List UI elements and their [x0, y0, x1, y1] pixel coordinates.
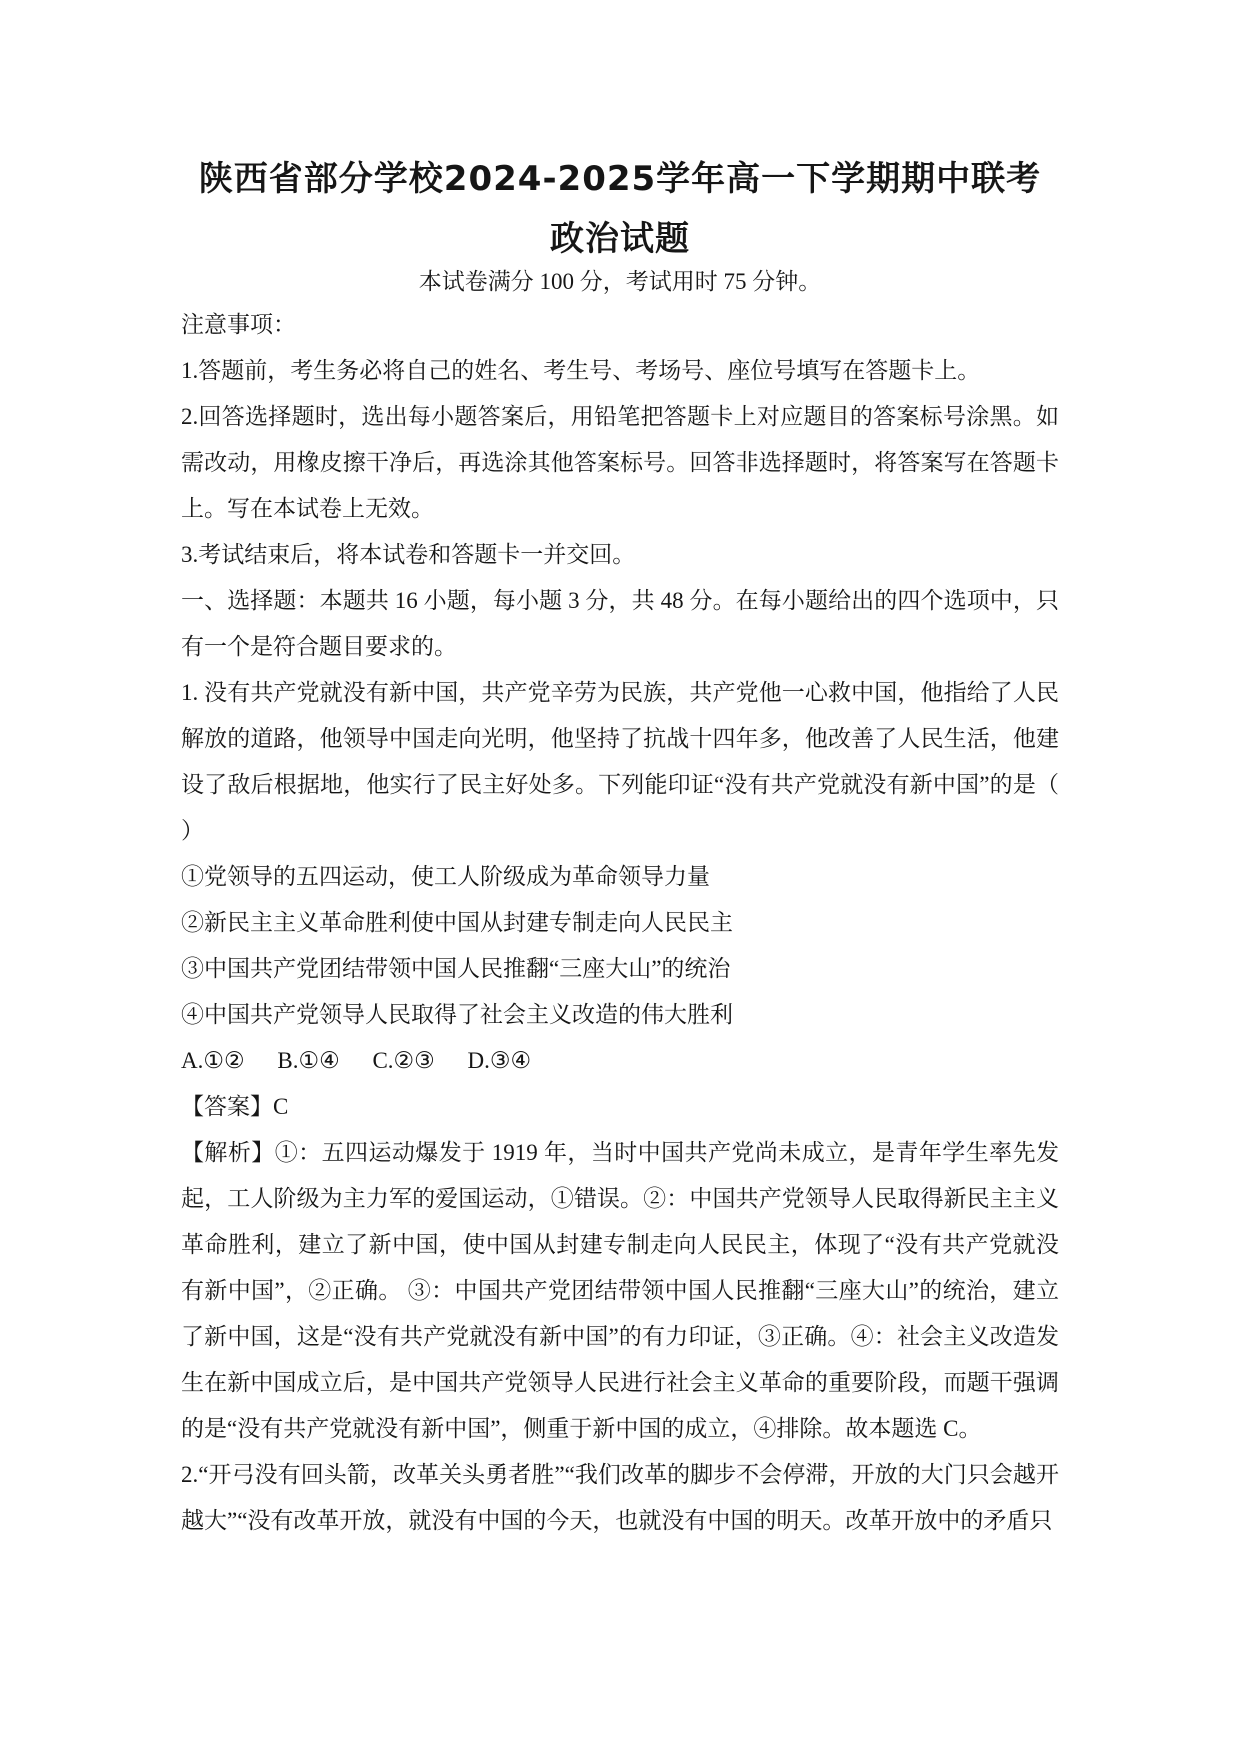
question-2 — [181, 1452, 1059, 1544]
question-1-stem: 1. 没有共产党就没有新中国，共产党辛劳为民族，共产党他一心救中国，他指给了人民解放的道路，他领导中国走向光明，他坚持了抗战十四年多，他改善了人民生活，他建设了敌后根据地，他实行了民主好处多。下列能印证“没有共产党就没有新中国”的是（ ） — [181, 680, 1105, 843]
notice-section — [181, 302, 1059, 578]
notice-heading: 注意事项： — [181, 312, 296, 337]
question-1-choice-row — [181, 1038, 1059, 1084]
question-1-statement-4: ④中国共产党领导人民取得了社会主义改造的伟大胜利 — [181, 1002, 733, 1027]
choice-d: D.③④ — [467, 1048, 532, 1073]
document-header — [181, 158, 1059, 302]
question-1-statement-3: ③中国共产党团结带领中国人民推翻“三座大山”的统治 — [181, 956, 731, 981]
document-title: 陕西省部分学校2024-2025学年高一下学期期中联考 — [198, 159, 1042, 199]
section-heading: 一、选择题：本题共 16 小题，每小题 3 分，共 48 分。在每小题给出的四个选项中，只有一个是符合题目要求的。 — [181, 588, 1059, 659]
notice-item-1: 1.答题前，考生务必将自己的姓名、考生号、考场号、座位号填写在答题卡上。 — [181, 358, 981, 383]
subject-title: 政治试题 — [550, 219, 690, 259]
choice-b: B.①④ — [277, 1048, 340, 1073]
question-1-statement-1: ①党领导的五四运动，使工人阶级成为革命领导力量 — [181, 864, 710, 889]
multiple-choice-section — [181, 578, 1105, 1544]
document-body — [181, 302, 1105, 1544]
notice-item-3: 3.考试结束后，将本试卷和答题卡一并交回。 — [181, 542, 636, 567]
question-1 — [181, 670, 1105, 1452]
question-1-analysis: 【解析】①：五四运动爆发于 1919 年，当时中国共产党尚未成立，是青年学生率先发起，工人阶级为主力军的爱国运动，①错误。②：中国共产党领导人民取得新民主主义革命胜利，建立了新中国，使中国从封建专制走向人民民主，体现了“没有共产党就没有新中国”，②正确。 ③：中国共产党团结带领中国人民推翻“三座大山”的统治，建立了新中国，这是“没有共产党就没有新中国”的有力印证，③正确。④：社会主义改造发生在新中国成立后，是中国共产党领导人民进行社会主义革命的重要阶段，而题干强调的是“没有共产党就没有新中国”，侧重于新中国的成立，④排除。故本题选 C。 — [181, 1140, 1059, 1441]
exam-info: 本试卷满分 100 分，考试用时 75 分钟。 — [418, 269, 822, 294]
question-1-answer: 【答案】C — [181, 1094, 289, 1119]
choice-a: A.①② — [181, 1048, 245, 1073]
notice-item-2: 2.回答选择题时，选出每小题答案后，用铅笔把答题卡上对应题目的答案标号涂黑。如需改动，用橡皮擦干净后，再选涂其他答案标号。回答非选择题时，将答案写在答题卡上。写在本试卷上无效。 — [181, 404, 1059, 521]
question-1-statement-2: ②新民主主义革命胜利使中国从封建专制走向人民民主 — [181, 910, 733, 935]
choice-c: C.②③ — [372, 1048, 435, 1073]
question-2-stem: 2.“开弓没有回头箭，改革关头勇者胜”“我们改革的脚步不会停滞，开放的大门只会越开越大”“没有改革开放，就没有中国的今天，也就没有中国的明天。改革开放中的矛盾只 — [181, 1462, 1059, 1533]
